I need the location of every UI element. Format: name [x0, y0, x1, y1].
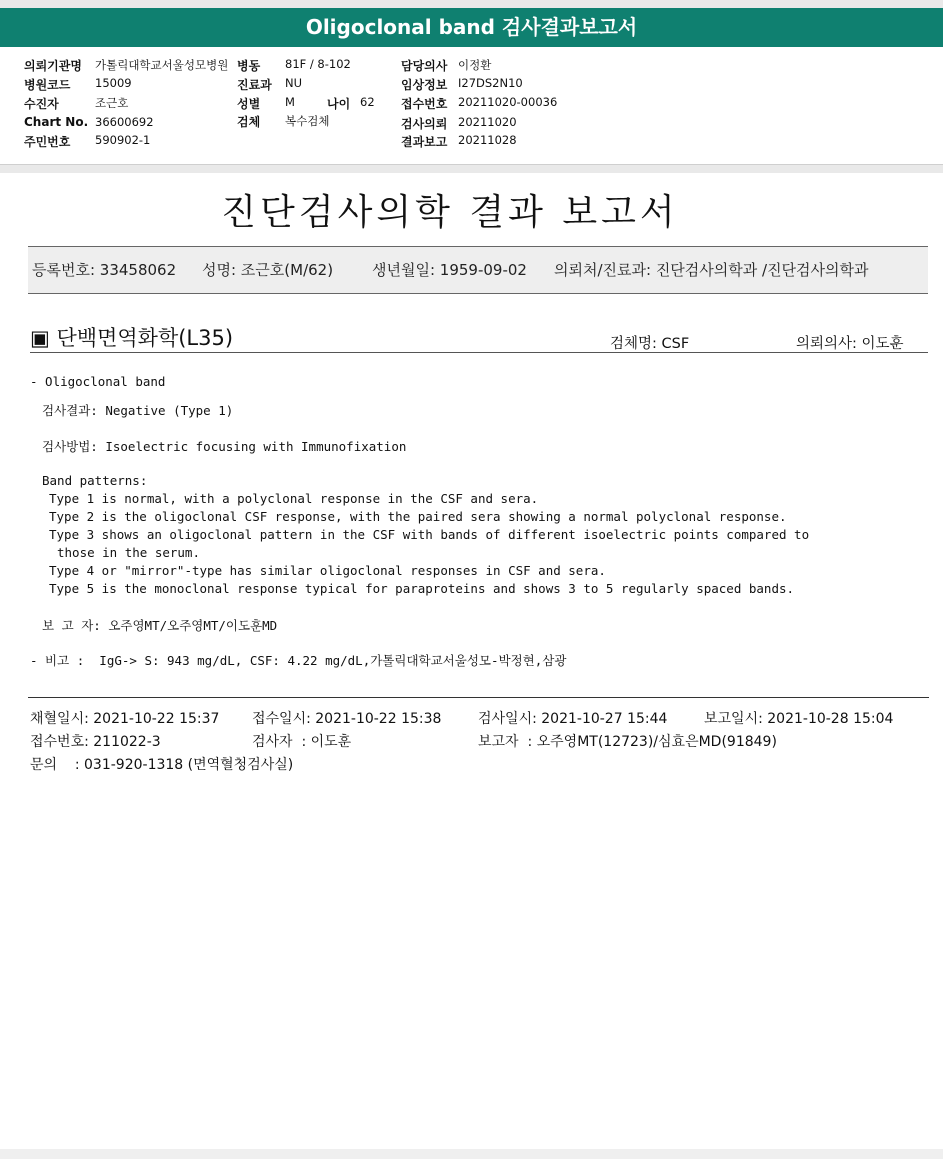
specimen-value: 복수검체 [285, 114, 330, 128]
institution-label: 의뢰기관명 [24, 59, 82, 73]
doctor-label: 담당의사 [401, 59, 448, 73]
section-header [30, 322, 928, 353]
chart-label: Chart No. [24, 115, 89, 129]
bottom-strip [0, 1149, 943, 1159]
receipt-no-label: 접수번호 [401, 97, 448, 111]
reg-no: 등록번호: 33458062 [32, 261, 177, 279]
footer-receipt-no: 접수번호: 211022-3 [30, 734, 161, 750]
id-label: 주민번호 [24, 135, 71, 149]
ward-label: 병동 [237, 59, 261, 73]
contact: 문의 : 031-920-1318 (면역혈청검사실) [30, 757, 294, 773]
band-type-4: Type 4 or "mirror"-type has similar oligoclonal responses in CSF and sera. [49, 563, 606, 578]
requesting-dept: 의뢰처/진료과: 진단검사의학과 /진단검사의학과 [554, 261, 869, 279]
header-info [0, 47, 943, 165]
test-datetime: 검사일시: 2021-10-27 15:44 [478, 711, 668, 727]
header-separator [0, 164, 943, 173]
remarks-line: - 비고 : IgG-> S: 943 mg/dL, CSF: 4.22 mg/dL,가톨릭대학교서울성모-박정현,삼광 [30, 653, 567, 668]
patient-name: 성명: 조근호(M/62) [202, 261, 334, 279]
request-date-label: 검사의뢰 [401, 117, 448, 131]
ward-value: 81F / 8-102 [285, 57, 351, 71]
band-type-1: Type 1 is normal, with a polyclonal response in the CSF and sera. [49, 491, 539, 506]
footer-divider [28, 697, 929, 698]
tester: 검사자 : 이도훈 [252, 734, 352, 750]
section-title: ▣ 단백면역화학(L35) [30, 326, 234, 350]
reporter-line: 보 고 자: 오주영MT/오주영MT/이도훈MD [42, 618, 278, 633]
sex-label: 성별 [237, 97, 261, 111]
specimen-name: 검체명: CSF [610, 336, 690, 352]
test-name: - Oligoclonal band [30, 374, 166, 389]
id-value: 590902-1 [95, 133, 151, 147]
band-type-3: Type 3 shows an oligoclonal pattern in the CSF with bands of different isoelectric points compared to [49, 527, 810, 542]
request-date-value: 20211020 [458, 115, 517, 129]
receipt-no-value: 20211020-00036 [458, 95, 558, 109]
sex-value: M [285, 95, 295, 109]
requesting-physician: 의뢰의사: 이도훈 [796, 336, 904, 352]
patient-info-bar [28, 246, 928, 294]
top-strip [0, 0, 943, 8]
receipt-datetime: 접수일시: 2021-10-22 15:38 [252, 711, 442, 727]
specimen-label: 검체 [237, 115, 261, 129]
collection-datetime: 채혈일시: 2021-10-22 15:37 [30, 711, 220, 727]
report-datetime: 보고일시: 2021-10-28 15:04 [704, 711, 894, 727]
doctor-value: 이정환 [458, 58, 492, 72]
report-date-value: 20211028 [458, 133, 517, 147]
hospital-code-label: 병원코드 [24, 78, 71, 92]
report-title: 진단검사의학 결과 보고서 [221, 192, 679, 233]
patient-value: 조근호 [95, 96, 129, 110]
band-type-5: Type 5 is the monoclonal response typical for paraproteins and shows 3 to 5 regularly spaced bands. [49, 581, 795, 596]
dept-label: 진료과 [237, 78, 272, 92]
age-label: 나이 [327, 97, 351, 111]
band-patterns-heading: Band patterns: [42, 473, 148, 488]
band-type-3-cont: those in the serum. [57, 545, 200, 560]
dept-value: NU [285, 76, 303, 90]
birth-date: 생년월일: 1959-09-02 [372, 261, 527, 279]
institution-value: 가톨릭대학교서울성모병원 [95, 58, 229, 72]
reporter: 보고자 : 오주영MT(12723)/심효은MD(91849) [478, 734, 777, 750]
chart-value: 36600692 [95, 115, 154, 129]
report-banner-title: Oligoclonal band 검사결과보고서 [0, 8, 943, 47]
clinical-label: 임상정보 [401, 78, 448, 92]
clinical-value: I27DS2N10 [458, 76, 523, 90]
patient-label: 수진자 [24, 97, 59, 111]
test-method: 검사방법: Isoelectric focusing with Immunofixation [42, 439, 407, 454]
hospital-code-value: 15009 [95, 76, 132, 90]
report-date-label: 결과보고 [401, 135, 448, 149]
test-result: 검사결과: Negative (Type 1) [42, 403, 234, 418]
band-type-2: Type 2 is the oligoclonal CSF response, with the paired sera showing a normal polyclonal response. [49, 509, 787, 524]
age-value: 62 [360, 95, 375, 109]
